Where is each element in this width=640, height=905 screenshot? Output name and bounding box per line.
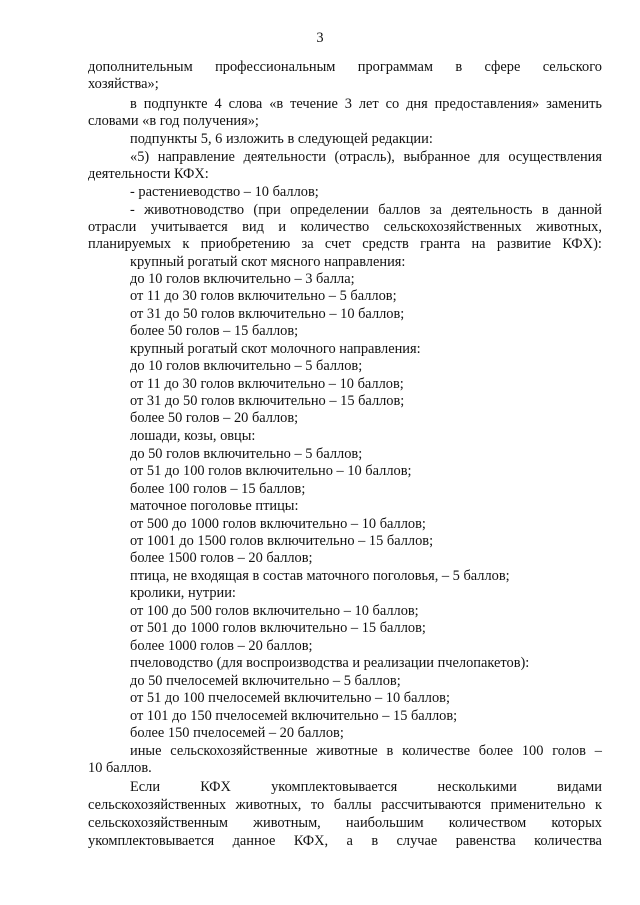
word: КФХ,	[293, 833, 329, 849]
word: лет	[358, 96, 379, 112]
text-line: от 31 до 50 голов включительно – 15 баллов;	[130, 393, 405, 409]
word: в	[541, 202, 549, 218]
text-line: кролики, нутрии:	[130, 585, 236, 601]
word: видами	[556, 779, 602, 795]
word: к	[594, 797, 602, 813]
word: за	[429, 202, 442, 218]
text-line: до 50 пчелосемей включительно – 5 баллов;	[130, 673, 401, 689]
word: количеством	[448, 815, 527, 831]
word: осуществления	[508, 149, 602, 165]
word: животноводство	[144, 202, 245, 218]
text-line	[130, 202, 602, 219]
text-line: до 10 голов включительно – 5 баллов;	[130, 358, 363, 374]
text-line: более 150 пчелосемей – 20 баллов;	[130, 725, 344, 741]
text-line: деятельности КФХ:	[88, 166, 209, 182]
text-line: более 50 голов – 20 баллов;	[130, 410, 299, 426]
word: вид	[242, 219, 264, 235]
word: животных,	[536, 219, 602, 235]
word: дня	[406, 96, 428, 112]
text-line: до 50 голов включительно – 5 баллов;	[130, 446, 363, 462]
text-line: - растениеводство – 10 баллов;	[130, 184, 319, 200]
word: сельскохозяйственным	[88, 815, 228, 831]
word: направление	[157, 149, 235, 165]
text-line: хозяйства»;	[88, 76, 159, 92]
word: заменить	[546, 96, 602, 112]
word: «5)	[130, 149, 150, 165]
word: предоставления»	[434, 96, 540, 112]
word: и	[278, 219, 287, 235]
text-line: более 100 голов – 15 баллов;	[130, 481, 306, 497]
word: несколькими	[437, 779, 517, 795]
word: определении	[290, 202, 369, 218]
text-line: от 31 до 50 голов включительно – 10 баллов;	[130, 306, 405, 322]
word: 3	[344, 96, 352, 112]
word: количества	[534, 833, 602, 849]
text-line: птица, не входящая в состав маточного поголовья, – 5 баллов;	[130, 568, 510, 584]
word: КФХ):	[562, 236, 602, 252]
text-line: лошади, козы, овцы:	[130, 428, 256, 444]
text-line: крупный рогатый скот молочного направления:	[130, 341, 421, 357]
word: слова	[228, 96, 263, 112]
word: а	[346, 833, 353, 849]
word: в	[130, 96, 137, 112]
word: количестве	[402, 743, 470, 759]
word: в	[455, 59, 463, 75]
word: средств	[362, 236, 409, 252]
word: учитывается	[150, 219, 228, 235]
text-line: более 1500 голов – 20 баллов;	[130, 550, 313, 566]
text-line: крупный рогатый скот мясного направления:	[130, 254, 406, 270]
text-line: подпункты 5, 6 изложить в следующей редакции:	[130, 131, 433, 147]
word: выбранное	[403, 149, 471, 165]
word: голов	[552, 743, 586, 759]
word: равенства	[455, 833, 516, 849]
word: «в	[269, 96, 284, 112]
word: животных,	[235, 797, 302, 813]
word: гранта	[420, 236, 461, 252]
word: профессиональным	[215, 59, 336, 75]
word: иные	[130, 743, 162, 759]
word: для	[478, 149, 500, 165]
word: со	[385, 96, 400, 112]
word: к	[182, 236, 190, 252]
word: программам	[357, 59, 433, 75]
word: 4	[214, 96, 222, 112]
word: –	[594, 743, 602, 759]
text-line	[88, 833, 602, 850]
word: рассчитываются	[381, 797, 482, 813]
text-line: от 51 до 100 голов включительно – 10 баллов;	[130, 463, 412, 479]
word: баллы	[333, 797, 372, 813]
text-line	[88, 59, 602, 76]
word: (при	[253, 202, 281, 218]
word: то	[310, 797, 325, 813]
word: планируемых	[88, 236, 172, 252]
word: более	[478, 743, 514, 759]
word: дополнительным	[88, 59, 193, 75]
word: которых	[551, 815, 602, 831]
text-line: от 501 до 1000 голов включительно – 15 баллов;	[130, 620, 426, 636]
text-line: от 100 до 500 голов включительно – 10 баллов;	[130, 603, 419, 619]
word: сфере	[484, 59, 521, 75]
word: укомплектовывается	[271, 779, 398, 795]
word: данное	[232, 833, 276, 849]
word: баллов	[378, 202, 421, 218]
word: применительно	[490, 797, 586, 813]
page-number: 3	[316, 30, 324, 46]
text-line	[88, 219, 602, 236]
text-line	[88, 236, 602, 253]
word: 100	[521, 743, 544, 759]
text-line: более 50 голов – 15 баллов;	[130, 323, 299, 339]
text-line	[130, 743, 602, 760]
word: наибольшим	[345, 815, 424, 831]
word: (отрасль),	[334, 149, 395, 165]
word: укомплектовывается	[88, 833, 215, 849]
word: случае	[396, 833, 438, 849]
word: сельскохозяйственные	[170, 743, 308, 759]
text-line: маточное поголовье птицы:	[130, 498, 299, 514]
word: сельскохозяйственных	[383, 219, 522, 235]
word: -	[130, 202, 135, 218]
text-line: от 1001 до 1500 голов включительно – 15 баллов;	[130, 533, 434, 549]
word: Если	[130, 779, 161, 795]
text-line: от 101 до 150 пчелосемей включительно – 15 баллов;	[130, 708, 458, 724]
word: деятельность	[451, 202, 533, 218]
word: сельскохозяйственных	[88, 797, 227, 813]
text-line: словами «в год получения»;	[88, 113, 259, 129]
word: в	[386, 743, 394, 759]
word: количество	[300, 219, 370, 235]
text-line: от 500 до 1000 голов включительно – 10 баллов;	[130, 516, 426, 532]
text-line: от 11 до 30 голов включительно – 5 баллов;	[130, 288, 397, 304]
word: приобретению	[200, 236, 291, 252]
word: течение	[290, 96, 338, 112]
word: КФХ	[200, 779, 231, 795]
word: в	[371, 833, 379, 849]
text-line	[88, 797, 602, 814]
text-line	[130, 149, 602, 166]
word: развитие	[496, 236, 552, 252]
word: данной	[557, 202, 602, 218]
text-line: 10 баллов.	[88, 760, 152, 776]
text-line: более 1000 голов – 20 баллов;	[130, 638, 313, 654]
text-line	[130, 779, 602, 796]
text-line: от 51 до 100 пчелосемей включительно – 10 баллов;	[130, 690, 450, 706]
word: животным,	[253, 815, 321, 831]
word: за	[301, 236, 314, 252]
word: сельского	[542, 59, 602, 75]
text-line	[130, 96, 602, 113]
word: подпункте	[143, 96, 208, 112]
text-line: от 11 до 30 голов включительно – 10 баллов;	[130, 376, 404, 392]
text-line: пчеловодство (для воспроизводства и реализации пчелопакетов):	[130, 655, 530, 671]
word: счет	[324, 236, 351, 252]
word: отрасли	[88, 219, 137, 235]
word: животные	[316, 743, 378, 759]
word: на	[471, 236, 486, 252]
text-line: до 10 голов включительно – 3 балла;	[130, 271, 355, 287]
text-line	[88, 815, 602, 832]
word: деятельности	[243, 149, 326, 165]
